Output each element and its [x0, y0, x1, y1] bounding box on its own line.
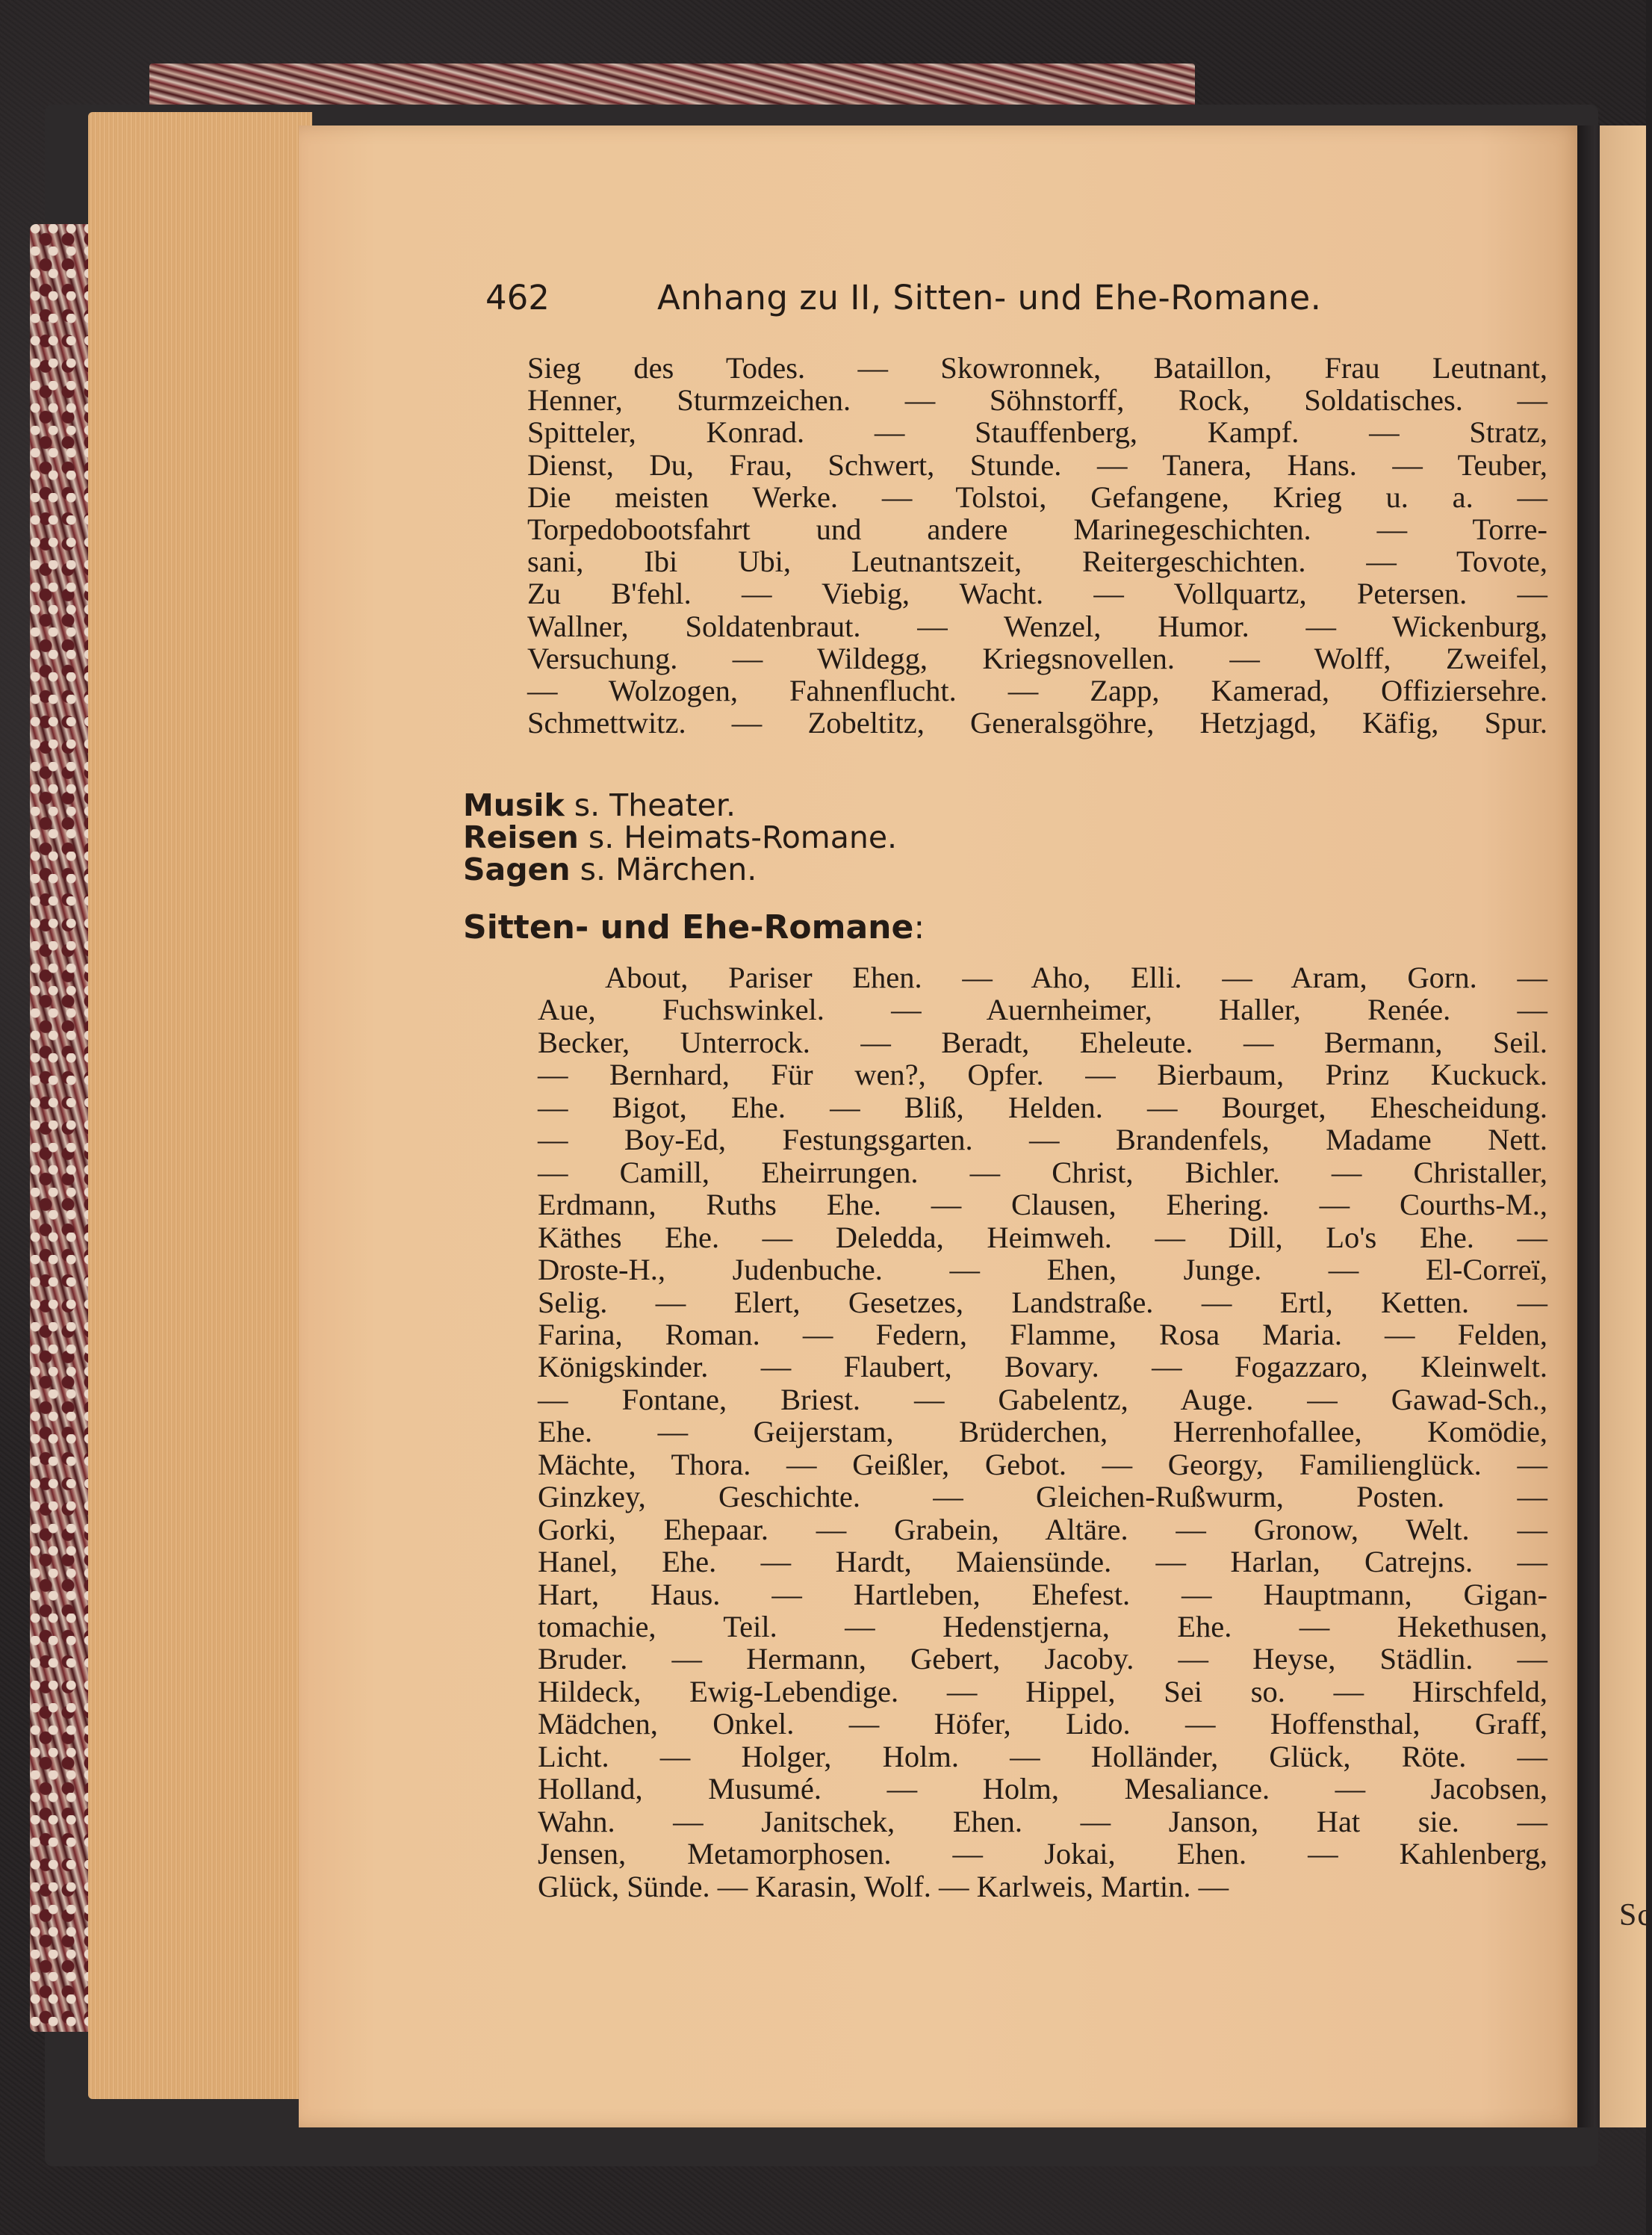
text-line: Bruder. — Hermann, Gebert, Jacoby. — Heyse, Städlin. —: [538, 1642, 1547, 1676]
text-line: — Wolzogen, Fahnenflucht. — Zapp, Kamerad, Offiziersehre.: [527, 674, 1547, 707]
text-line: Jensen, Metamorphosen. — Jokai, Ehen. — Kahlenberg,: [538, 1837, 1547, 1871]
section-heading-colon: :: [913, 908, 925, 946]
page-number: 462: [485, 278, 550, 317]
text-line: Droste-H., Judenbuche. — Ehen, Junge. — El-Correï,: [538, 1253, 1547, 1287]
next-page-edge: [1600, 125, 1646, 2127]
text-line: Wallner, Soldatenbraut. — Wenzel, Humor. — Wickenburg,: [527, 609, 1547, 643]
text-line: tomachie, Teil. — Hedenstjerna, Ehe. — Hekethusen,: [538, 1610, 1547, 1643]
cross-reference: [463, 849, 757, 890]
text-line: Torpedobootsfahrt und andere Marinegeschichten. — Torre-: [527, 512, 1547, 546]
text-line: — Fontane, Briest. — Gabelentz, Auge. — Gawad-Sch.,: [538, 1382, 1547, 1416]
text-line: — Boy-Ed, Festungsgarten. — Brandenfels, Madame Nett.: [538, 1123, 1547, 1157]
text-line: — Camill, Eheirrungen. — Christ, Bichler. — Christaller,: [538, 1155, 1547, 1189]
text-line: Mächte, Thora. — Geißler, Gebot. — Georgy, Familienglück. —: [538, 1447, 1547, 1481]
text-line: About, Pariser Ehen. — Aho, Elli. — Aram, Gorn. —: [605, 961, 1547, 994]
running-head-title: Anhang zu II, Sitten- und Ehe-Romane.: [657, 278, 1322, 317]
text-line: Becker, Unterrock. — Beradt, Eheleute. — Bermann, Seil.: [538, 1025, 1547, 1059]
text-line: Farina, Roman. — Federn, Flamme, Rosa Maria. — Felden,: [538, 1317, 1547, 1351]
text-line: — Bigot, Ehe. — Bliß, Helden. — Bourget, Ehescheidung.: [538, 1090, 1547, 1124]
cross-reference-keyword: Sagen: [463, 852, 571, 887]
section-heading-text: Sitten- und Ehe-Romane: [463, 908, 914, 946]
text-line: Licht. — Holger, Holm. — Holländer, Glück, Röte. —: [538, 1739, 1547, 1773]
text-line: Spitteler, Konrad. — Stauffenberg, Kampf. — Stratz,: [527, 415, 1547, 450]
next-page-fragment: Sc: [1619, 1898, 1652, 1932]
text-line: Käthes Ehe. — Deledda, Heimweh. — Dill, Lo's Ehe. —: [538, 1220, 1547, 1254]
text-line: Henner, Sturmzeichen. — Söhnstorff, Rock, Soldatisches. —: [527, 383, 1547, 418]
text-line: Königskinder. — Flaubert, Bovary. — Fogazzaro, Kleinwelt.: [538, 1350, 1547, 1384]
text-line: Ehe. — Geijerstam, Brüderchen, Herrenhofallee, Komödie,: [538, 1415, 1547, 1449]
text-line: Hart, Haus. — Hartleben, Ehefest. — Hauptmann, Gigan-: [538, 1577, 1547, 1611]
text-line: Zu B'fehl. — Viebig, Wacht. — Vollquartz, Petersen. —: [527, 577, 1547, 611]
text-line: Versuchung. — Wildegg, Kriegsnovellen. — Wolff, Zweifel,: [527, 641, 1547, 675]
text-line: sani, Ibi Ubi, Leutnantszeit, Reitergeschichten. — Tovote,: [527, 545, 1547, 579]
page-stack-edge: [88, 112, 312, 2099]
text-line: Gorki, Ehepaar. — Grabein, Altäre. — Gronow, Welt. —: [538, 1512, 1547, 1546]
cross-reference-target: s. Heimats-Romane.: [578, 819, 898, 855]
text-line: Mädchen, Onkel. — Höfer, Lido. — Hoffensthal, Graff,: [538, 1707, 1547, 1741]
text-line: Selig. — Elert, Gesetzes, Landstraße. — Ertl, Ketten. —: [538, 1285, 1547, 1319]
text-line: Schmettwitz. — Zobeltitz, Generalsgöhre, Hetzjagd, Käfig, Spur.: [527, 706, 1547, 740]
text-line: Wahn. — Janitschek, Ehen. — Janson, Hat sie. —: [538, 1804, 1547, 1838]
cross-reference-target: s. Theater.: [564, 787, 736, 823]
cross-reference-target: s. Märchen.: [570, 852, 757, 887]
text-line: Aue, Fuchswinkel. — Auernheimer, Haller, Renée. —: [538, 993, 1547, 1027]
text-line: Erdmann, Ruths Ehe. — Clausen, Ehering. — Courths-M.,: [538, 1188, 1547, 1222]
text-line: Sieg des Todes. — Skowronnek, Bataillon, Frau Leutnant,: [527, 351, 1547, 385]
text-line: — Bernhard, Für wen?, Opfer. — Bierbaum, Prinz Kuckuck.: [538, 1058, 1547, 1092]
text-line: Dienst, Du, Frau, Schwert, Stunde. — Tanera, Hans. — Teuber,: [527, 447, 1547, 482]
text-line: Hanel, Ehe. — Hardt, Maiensünde. — Harlan, Catrejns. —: [538, 1545, 1547, 1579]
cross-reference-keyword: Musik: [463, 787, 565, 823]
section-heading: [463, 907, 925, 949]
cross-reference-keyword: Reisen: [463, 819, 579, 855]
text-line: Glück, Sünde. — Karasin, Wolf. — Karlweis, Martin. —: [538, 1869, 1229, 1903]
text-line: Holland, Musumé. — Holm, Mesaliance. — Jacobsen,: [538, 1772, 1547, 1806]
text-line: Hildeck, Ewig-Lebendige. — Hippel, Sei so. — Hirschfeld,: [538, 1674, 1547, 1708]
text-line: Die meisten Werke. — Tolstoi, Gefangene, Krieg u. a. —: [527, 480, 1547, 514]
running-head: [485, 278, 1531, 330]
text-line: Ginzkey, Geschichte. — Gleichen-Rußwurm, Posten. —: [538, 1480, 1547, 1514]
